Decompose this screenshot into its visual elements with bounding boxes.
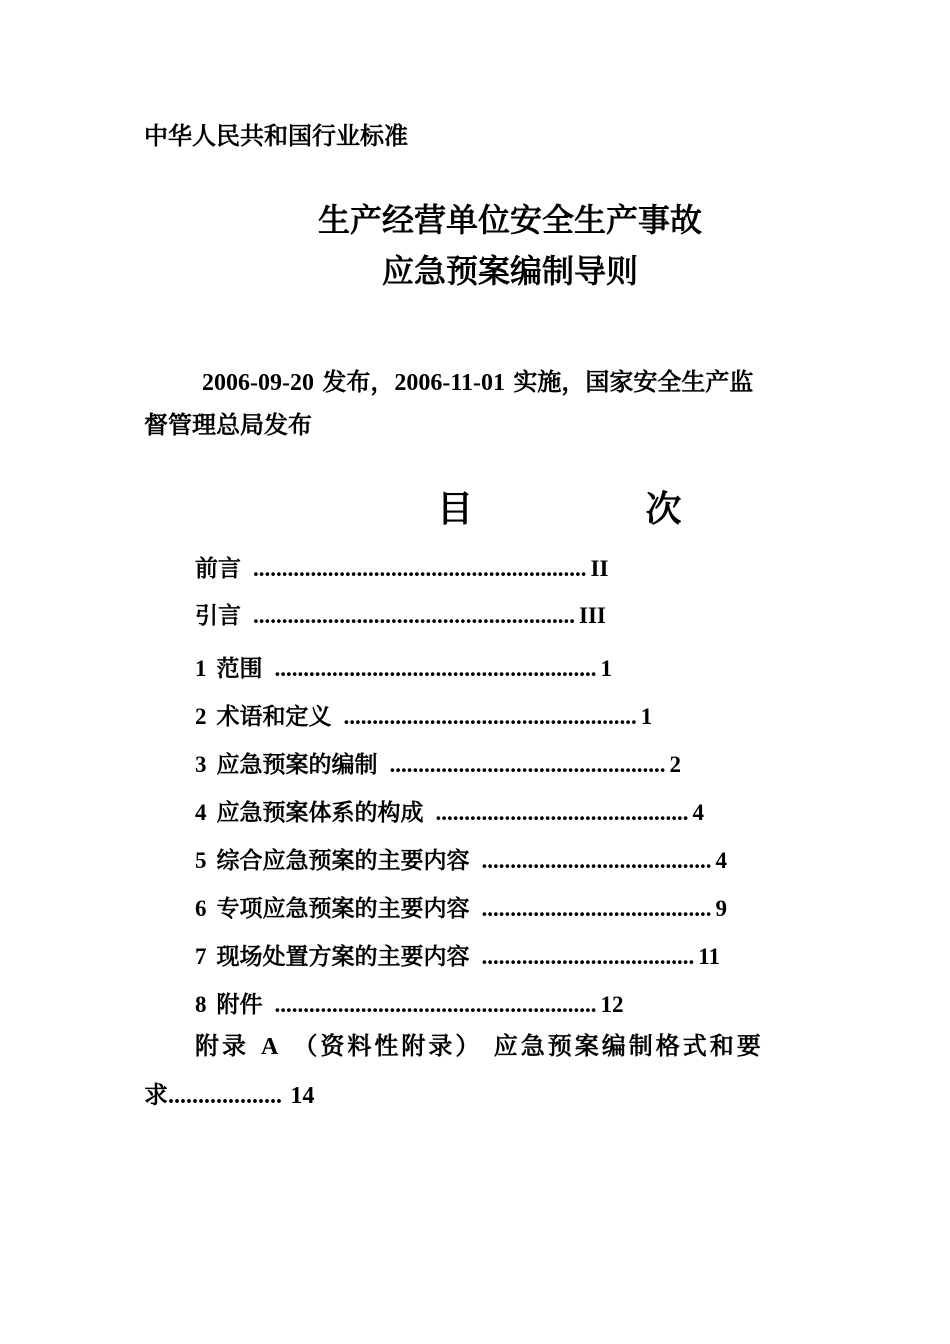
toc-entry[interactable]: [195, 890, 727, 923]
toc-entry[interactable]: [195, 698, 652, 731]
toc-entry-dots: ........................................................: [274, 992, 597, 1017]
effective-date: 2006-11-01: [394, 370, 506, 396]
toc-entry-label: 专项应急预案的主要内容: [216, 896, 470, 922]
toc-entry-label: 前言: [195, 556, 241, 582]
toc-entry-number: 2: [195, 704, 207, 729]
toc-entry-label: 范围: [216, 656, 263, 682]
toc-entry-page-number: III: [579, 603, 606, 628]
toc-heading: 目 次: [437, 489, 762, 530]
standard-label: 中华人民共和国行业标准: [144, 122, 408, 150]
toc-entry[interactable]: [195, 746, 681, 779]
appendix-note: （资料性附录）: [293, 1032, 483, 1060]
toc-entry-number: 3: [195, 752, 207, 777]
toc-entry-dots: ........................................................: [274, 656, 597, 681]
toc-entry-page-number: 11: [698, 944, 720, 969]
issue-word: 发布，: [322, 368, 395, 396]
toc-entry[interactable]: [195, 938, 720, 971]
toc-entry-dots: ............................................: [435, 800, 689, 825]
toc-entry-page-number: 4: [692, 800, 704, 825]
toc-entry-number: 8: [195, 992, 207, 1017]
toc-entry-page-number: 9: [715, 896, 727, 921]
publication-line2: 督管理总局发布: [144, 411, 312, 439]
toc-appendix-line1[interactable]: [195, 1026, 764, 1061]
toc-entry-dots: ........................................................: [253, 603, 575, 628]
toc-entry-dots: ................................................: [389, 752, 666, 777]
toc-entry-label: 术语和定义: [216, 704, 332, 730]
toc-entry-dots: ...................................................: [343, 704, 637, 729]
toc-entry[interactable]: [195, 842, 727, 875]
appendix-prefix: 附录: [195, 1032, 249, 1060]
toc-appendix-line2[interactable]: [144, 1075, 314, 1110]
toc-entry[interactable]: [195, 794, 704, 827]
effective-word: 实施，国家安全生产监: [513, 368, 754, 396]
toc-entry-dots: .....................................: [481, 944, 695, 969]
toc-entry[interactable]: [195, 550, 608, 583]
toc-entry-number: 5: [195, 848, 207, 873]
toc-entry[interactable]: [195, 597, 606, 630]
toc-entry-number: 7: [195, 944, 207, 969]
appendix-code: A: [261, 1034, 282, 1060]
toc-entry-number: 4: [195, 800, 207, 825]
toc-entry-label: 应急预案的编制: [216, 752, 378, 778]
toc-entry-page-number: 1: [640, 704, 653, 729]
appendix-title-part2: 求: [144, 1081, 168, 1109]
toc-entry-label: 综合应急预案的主要内容: [216, 848, 470, 874]
toc-entry-dots: ........................................: [481, 848, 712, 873]
toc-entry-page-number: 2: [669, 752, 681, 777]
publication-line1: [202, 362, 753, 397]
toc-entry-label: 现场处置方案的主要内容: [216, 944, 470, 970]
toc-entry[interactable]: [195, 986, 624, 1019]
toc-entry[interactable]: [195, 650, 612, 683]
toc-entry-page-number: 12: [600, 992, 624, 1017]
issue-date: 2006-09-20: [202, 370, 314, 396]
toc-entry-dots: ........................................: [481, 896, 712, 921]
document-title-line2: 应急预案编制导则: [381, 252, 638, 290]
document-title-line1: 生产经营单位安全生产事故: [317, 201, 702, 239]
appendix-title-part1: 应急预案编制格式和要: [493, 1032, 764, 1060]
toc-entry-label: 引言: [195, 603, 241, 629]
toc-entry-page-number: 1: [600, 656, 612, 681]
toc-entry-number: 6: [195, 896, 207, 921]
appendix-dots: ...................: [168, 1083, 282, 1109]
appendix-page-number: 14: [290, 1083, 315, 1109]
toc-entry-page-number: 4: [715, 848, 727, 873]
toc-entry-label: 应急预案体系的构成: [216, 800, 424, 826]
toc-entry-dots: ..........................................................: [253, 556, 587, 581]
toc-entry-number: 1: [195, 656, 207, 681]
toc-entry-page-number: II: [590, 556, 609, 581]
toc-entry-label: 附件: [216, 992, 263, 1018]
